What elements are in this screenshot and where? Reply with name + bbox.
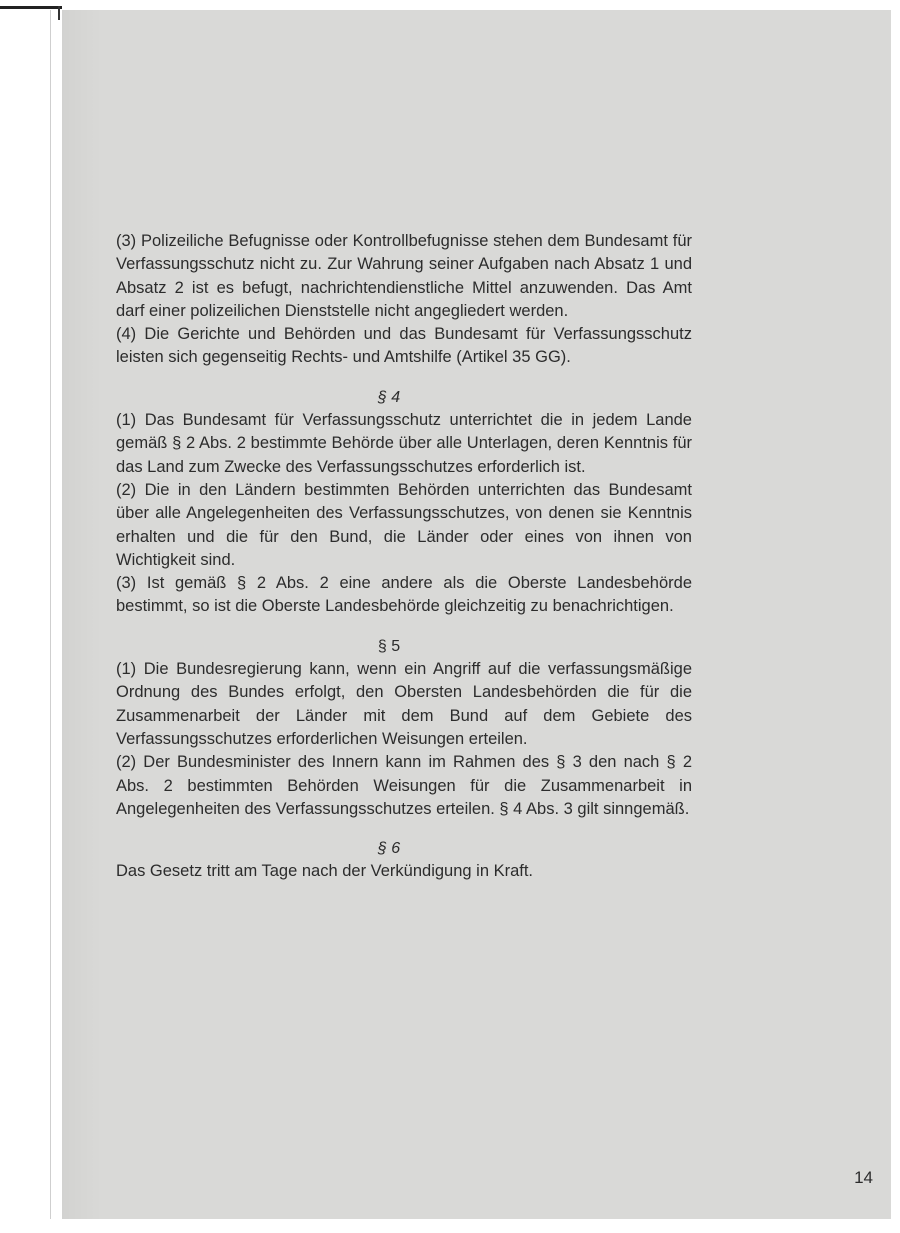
paragraph-4-2: (2) Die in den Ländern bestimmten Behörden unterrichten das Bundesamt über alle Angelegenheiten des Verfassungsschutzes, von denen sie Kenntnis erhalten und die für den Bund, die Länder oder eines von ihnen von Wichtigkeit sind.	[116, 480, 692, 569]
paragraph-4-1: (1) Das Bundesamt für Verfassungsschutz unterrichtet die in jedem Lande gemäß § 2 Abs. 2 bestimmte Behörde über alle Unterlagen, deren Kenntnis für das Land zum Zwecke des Verfassungsschutzes erforderlich ist.	[116, 411, 692, 476]
paragraph-5-2: (2) Der Bundesminister des Innern kann im Rahmen des § 3 den nach § 2 Abs. 2 bestimmten Behörden Weisungen für die Zusammenarbeit in Angelegenheiten des Verfassungsschutzes erteilen. § 4 Abs. 3 gilt sinngemäß.	[116, 753, 692, 818]
document-page	[62, 10, 891, 1219]
section-heading-4: § 4	[377, 388, 401, 406]
paragraph-5-1: (1) Die Bundesregierung kann, wenn ein Angriff auf die verfassungsmäßige Ordnung des Bundes erfolgt, den Obersten Landesbehörden die für die Zusammenarbeit der Länder mit dem Bund auf dem Gebiete des Verfassungsschutzes erforderlichen Weisungen erteilen.	[116, 660, 692, 748]
paragraph-4-3: (3) Ist gemäß § 2 Abs. 2 eine andere als die Oberste Landesbehörde bestimmt, so ist die Oberste Landesbehörde gleichzeitig zu benachrichtigen.	[116, 574, 692, 616]
section-heading-6: § 6	[377, 840, 401, 858]
section-heading-5: § 5	[377, 637, 401, 655]
scan-edge-mark-vertical	[58, 6, 60, 20]
paragraph-3-4: (4) Die Gerichte und Behörden und das Bundesamt für Verfassungsschutz leisten sich gegenseitig Rechts- und Amtshilfe (Artikel 35 GG).	[116, 325, 692, 367]
document-body	[116, 230, 692, 884]
paragraph-3-3: (3) Polizeiliche Befugnisse oder Kontrollbefugnisse stehen dem Bundesamt für Verfassungsschutz nicht zu. Zur Wahrung seiner Aufgaben nach Absatz 1 und Absatz 2 ist es befugt, nachrichtendienstliche Mittel anzuwenden. Das Amt darf einer polizeilichen Dienststelle nicht angegliedert werden.	[116, 232, 692, 320]
page-spine-line	[50, 10, 51, 1219]
page-number: 14	[854, 1168, 873, 1187]
scan-edge-mark	[0, 6, 62, 9]
paragraph-6: Das Gesetz tritt am Tage nach der Verkündigung in Kraft.	[116, 862, 534, 881]
